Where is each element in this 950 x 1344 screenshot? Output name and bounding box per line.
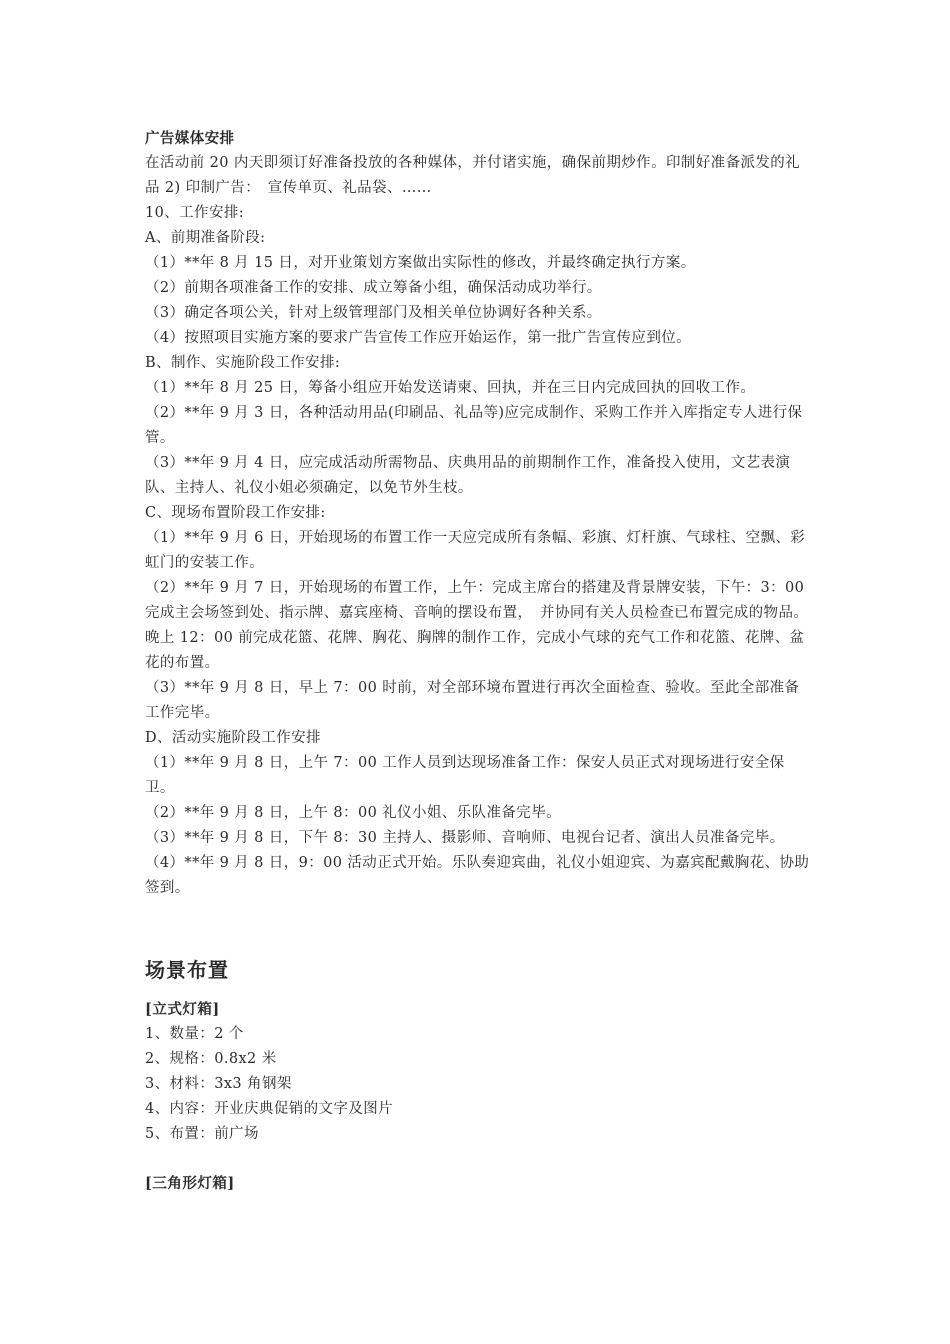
paragraph: 在活动前 20 内天即须订好准备投放的各种媒体，并付诸实施，确保前期炒作。印制好准备派发的礼品 2) 印制广告： 宣传单页、礼品袋、……: [145, 155, 801, 196]
paragraph: （4）按照项目实施方案的要求广告宣传工作应开始运作，第一批广告宣传应到位。: [145, 330, 692, 346]
paragraph: （1）**年 9 月 6 日，开始现场的布置工作一天应完成所有条幅、彩旗、灯杆旗、气球柱、空飘、彩虹门的安装工作。: [145, 530, 806, 571]
paragraph: （2）**年 9 月 3 日，各种活动用品(印刷品、礼品等)应完成制作、采购工作并入库指定专人进行保管。: [145, 405, 803, 446]
list-item: 2、规格：0.8x2 米: [145, 1051, 277, 1067]
paragraph: A、前期准备阶段:: [145, 230, 266, 246]
lightbox-triangle-title: [三角形灯箱]: [145, 1175, 235, 1192]
paragraph: （1）**年 9 月 8 日，上午 7：00 工作人员到达现场准备工作：保安人员正式对现场进行安全保卫。: [145, 755, 785, 796]
list-item: 5、布置：前广场: [145, 1126, 259, 1142]
section-title: 场景布置: [145, 958, 229, 982]
document-page: [145, 126, 810, 1196]
paragraph: （1）**年 8 月 25 日，筹备小组应开始发送请柬、回执，并在三日内完成回执的回收工作。: [145, 380, 756, 396]
paragraph: 10、工作安排:: [145, 205, 245, 221]
paragraph: （2）**年 9 月 7 日，开始现场的布置工作，上午：完成主席台的搭建及背景牌安装，下午：3：00 完成主会场签到处、指示牌、嘉宾座椅、音响的摆设布置， 并协同有关人员检查已布置完成的物品。晚上 12：00 前完成花篮、花牌、胸花、胸牌的制作工作，完成小气球的充气工作和花篮、花牌、盆花的布置。: [145, 580, 809, 671]
paragraph: C、现场布置阶段工作安排:: [145, 505, 326, 521]
paragraph: （3）**年 9 月 4 日，应完成活动所需物品、庆典用品的前期制作工作，准备投入使用，文艺表演队、主持人、礼仪小姐必须确定，以免节外生枝。: [145, 455, 791, 496]
paragraph: B、制作、实施阶段工作安排:: [145, 355, 341, 371]
paragraph: （3）**年 9 月 8 日，下午 8：30 主持人、摄影师、音响师、电视台记者、演出人员准备完毕。: [145, 830, 785, 846]
spacer: [145, 1147, 810, 1171]
paragraph: （1）**年 8 月 15 日，对开业策划方案做出实际性的修改，并最终确定执行方案。: [145, 255, 696, 271]
list-item: 4、内容：开业庆典促销的文字及图片: [145, 1101, 394, 1117]
paragraph: （3）**年 9 月 8 日，早上 7：00 时前，对全部环境布置进行再次全面检查、验收。至此全部准备工作完毕。: [145, 680, 800, 721]
media-heading: 广告媒体安排: [145, 130, 235, 147]
list-item: 3、材料：3x3 角钢架: [145, 1076, 292, 1092]
paragraph: （2）**年 9 月 8 日，上午 8：00 礼仪小姐、乐队准备完毕。: [145, 805, 562, 821]
list-item: 1、数量：2 个: [145, 1026, 244, 1042]
paragraph: D、活动实施阶段工作安排: [145, 730, 321, 746]
paragraph: （3）确定各项公关，针对上级管理部门及相关单位协调好各种关系。: [145, 305, 602, 321]
paragraph: （4）**年 9 月 8 日，9：00 活动正式开始。乐队奏迎宾曲，礼仪小姐迎宾、为嘉宾配戴胸花、协助签到。: [145, 855, 810, 896]
lightbox-stand-title: [立式灯箱]: [145, 1001, 220, 1018]
paragraph: （2）前期各项准备工作的安排、成立筹备小组，确保活动成功举行。: [145, 280, 602, 296]
